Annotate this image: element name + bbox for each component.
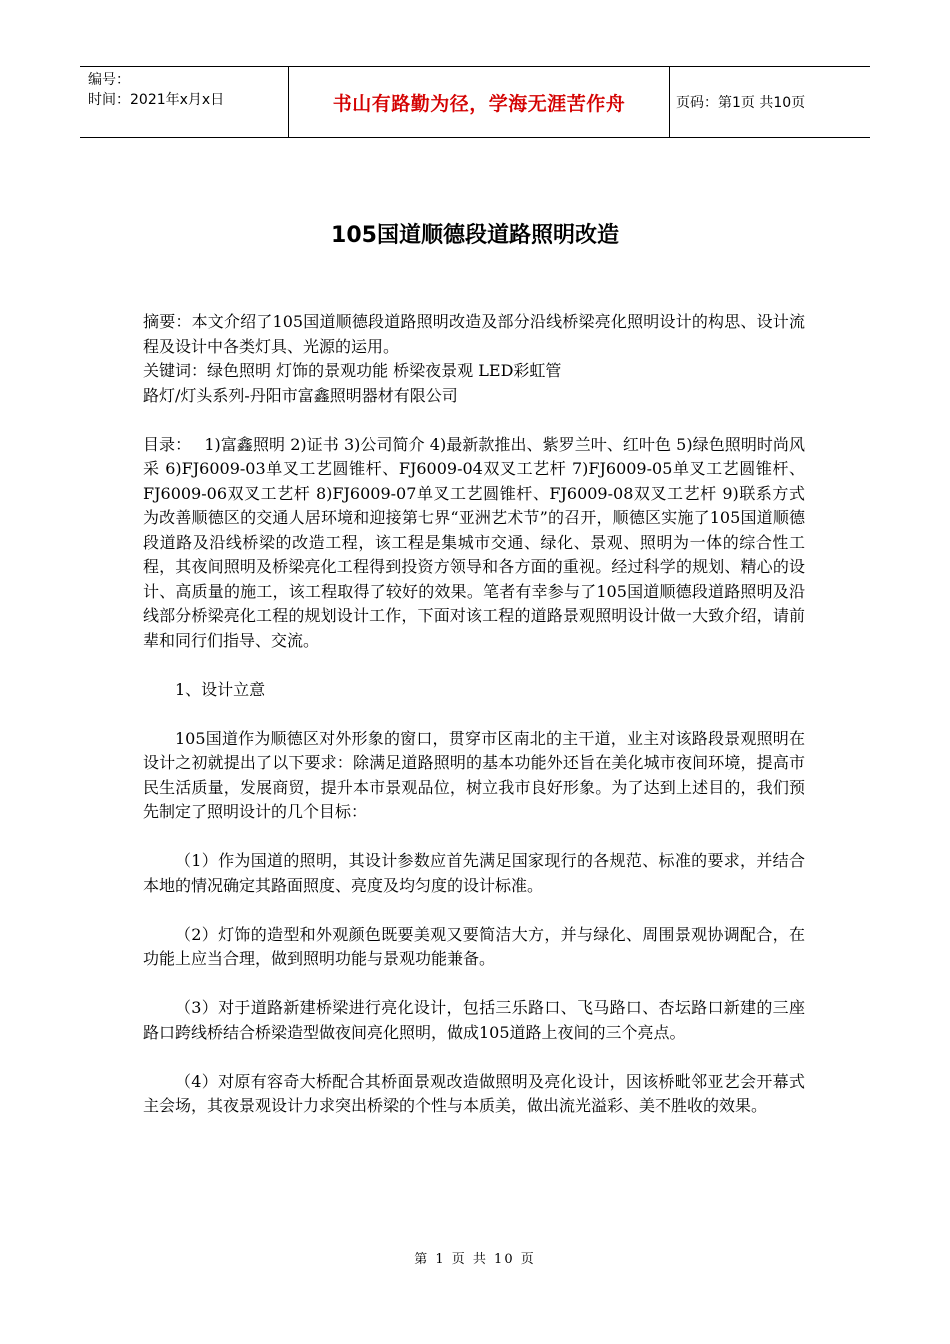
- page-header: [80, 66, 870, 138]
- document-body: [143, 310, 805, 1119]
- company-line: 路灯/灯头系列-丹阳市富鑫照明器材有限公司: [143, 385, 458, 405]
- goal-item-1: （1）作为国道的照明，其设计参数应首先满足国家现行的各规范、标准的要求，并结合本地的情况确定其路面照度、亮度及均匀度的设计标准。: [143, 851, 805, 895]
- section-paragraph: 105国道作为顺德区对外形象的窗口，贯穿市区南北的主干道，业主对该路段景观照明在设计之初就提出了以下要求：除满足道路照明的基本功能外还旨在美化城市夜间环境，提高市民生活质量，发展商贸，提升本市景观品位，树立我市良好形象。为了达到上述目的，我们预先制定了照明设计的几个目标：: [143, 728, 805, 821]
- page-footer: 第 1 页 共 10 页: [414, 1252, 536, 1267]
- toc-intro-paragraph: 目录： 1)富鑫照明 2)证书 3)公司简介 4)最新款推出、紫罗兰叶、红叶色 5)绿色照明时尚风采 6)FJ6009-03单叉工艺圆锥杆、FJ6009-04双叉工艺杆 7)FJ6009-05单叉工艺圆锥杆、FJ6009-06双叉工艺杆 8)FJ6009-07单叉工艺圆锥杆、FJ6009-08双叉工艺杆 9)联系方式为改善顺德区的交通人居环境和迎接第七界“亚洲艺术节”的召开，顺德区实施了105国道顺德段道路及沿线桥梁的改造工程，该工程是集城市交通、绿化、景观、照明为一体的综合性工程，其夜间照明及桥梁亮化工程得到投资方领导和各方面的重视。经过科学的规划、精心的设计、高质量的施工，该工程取得了较好的效果。笔者有幸参与了105国道顺德段道路照明及沿线部分桥梁亮化工程的规划设计工作，下面对该工程的道路景观照明设计做一大致介绍，请前辈和同行们指导、交流。: [143, 434, 805, 650]
- goal-item-4: （4）对原有容奇大桥配合其桥面景观改造做照明及亮化设计，因该桥毗邻亚艺会开幕式主会场，其夜景观设计力求突出桥梁的个性与本质美，做出流光溢彩、美不胜收的效果。: [143, 1071, 805, 1115]
- section-heading: 1、设计立意: [175, 679, 266, 699]
- header-meta: [80, 67, 289, 137]
- time-label: 时间：2021年x月x日: [88, 92, 225, 108]
- keywords-paragraph: 关键词：绿色照明 灯饰的景观功能 桥梁夜景观 LED彩虹管: [143, 361, 562, 380]
- header-page-info: 页码：第1页 共10页: [676, 95, 806, 111]
- number-label: 编号：: [88, 72, 130, 88]
- abstract-paragraph: 摘要：本文介绍了105国道顺德段道路照明改造及部分沿线桥梁亮化照明设计的构思、设计流程及设计中各类灯具、光源的运用。: [143, 312, 805, 356]
- goal-item-3: （3）对于道路新建桥梁进行亮化设计，包括三乐路口、飞马路口、杏坛路口新建的三座路口跨线桥结合桥梁造型做夜间亮化照明，做成105道路上夜间的三个亮点。: [143, 998, 805, 1042]
- header-motto: 书山有路勤为径，学海无涯苦作舟: [289, 67, 670, 137]
- document-title: 105国道顺德段道路照明改造: [331, 223, 619, 248]
- goal-item-2: （2）灯饰的造型和外观颜色既要美观又要简洁大方，并与绿化、周围景观协调配合，在功能上应当合理，做到照明功能与景观功能兼备。: [143, 924, 805, 968]
